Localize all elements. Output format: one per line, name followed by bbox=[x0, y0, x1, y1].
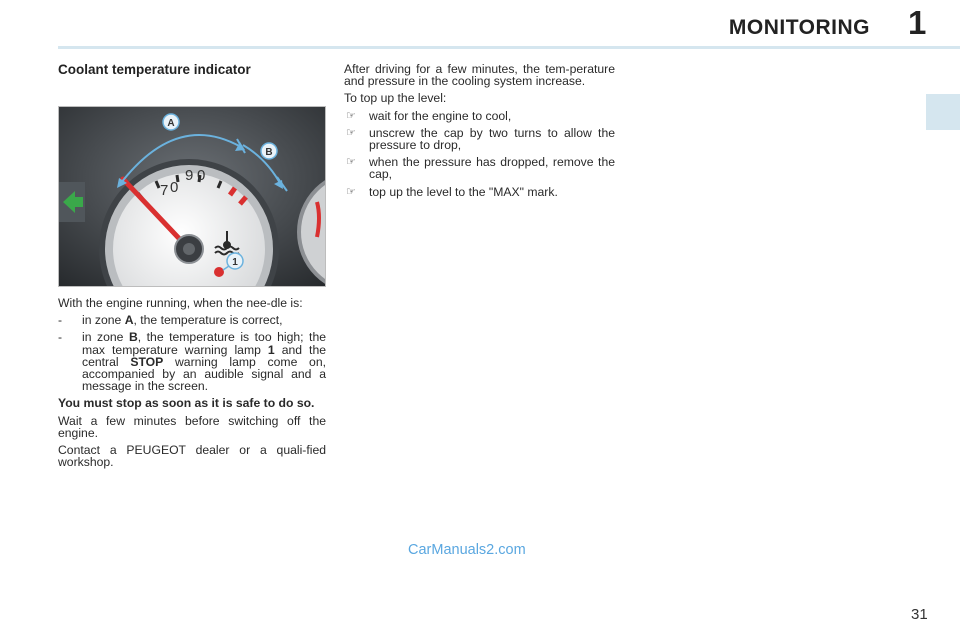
gauge-number: 0 bbox=[197, 167, 206, 184]
pointing-hand-icon: ☞ bbox=[346, 156, 356, 169]
chapter-number: 1 bbox=[908, 4, 927, 41]
left-column bbox=[58, 297, 326, 473]
safety-warning: You must stop as soon as it is safe to do so. bbox=[58, 396, 315, 411]
right-column bbox=[344, 63, 615, 203]
step-item: ☞ wait for the engine to cool, bbox=[346, 108, 512, 123]
pointing-hand-icon: ☞ bbox=[346, 185, 356, 198]
page-number: 31 bbox=[911, 606, 928, 623]
pointing-hand-icon: ☞ bbox=[346, 109, 356, 122]
step-item: ☞ unscrew the cap by two turns to allow the pressure to drop, bbox=[346, 125, 615, 153]
chapter-tab[interactable] bbox=[926, 94, 960, 130]
warning-lamp-label: 1 bbox=[232, 257, 238, 268]
step-item: ☞ when the pressure has dropped, remove the cap, bbox=[346, 155, 615, 182]
pressure-paragraph: After driving for a few minutes, the tem-perature and pressure in the cooling system increase. bbox=[344, 62, 615, 89]
intro-paragraph: With the engine running, when the nee-dle is: bbox=[58, 296, 303, 310]
max-temperature-warning-lamp bbox=[214, 267, 224, 277]
chapter-title: MONITORING bbox=[728, 16, 870, 39]
zone-a-item: - in zone A, the temperature is correct, bbox=[58, 313, 283, 328]
section-title: Coolant temperature indicator bbox=[58, 62, 251, 77]
pointing-hand-icon: ☞ bbox=[346, 126, 356, 139]
zone-b-item: - in zone B, the temperature is too high; the max temperature warning lamp 1 and the central STOP warning lamp come on, accompanied by an audible signal and a message in the screen. bbox=[58, 330, 327, 394]
gauge-number: 9 bbox=[185, 167, 194, 184]
topup-heading: To top up the level: bbox=[344, 91, 447, 106]
coolant-gauge-figure bbox=[58, 106, 326, 287]
contact-paragraph: Contact a PEUGEOT dealer or a quali-fied workshop. bbox=[58, 443, 326, 470]
watermark-link[interactable]: CarManuals2.com bbox=[408, 542, 526, 558]
header-divider bbox=[58, 46, 960, 49]
wait-paragraph: Wait a few minutes before switching off the engine. bbox=[58, 413, 326, 440]
zone-b-label: B bbox=[265, 147, 273, 158]
gauge-number: 0 bbox=[170, 179, 179, 196]
gauge-number: 7 bbox=[160, 182, 169, 199]
zone-a-label: A bbox=[167, 118, 175, 129]
step-item: ☞ top up the level to the "MAX" mark. bbox=[346, 184, 558, 199]
gauge-illustration bbox=[59, 107, 325, 286]
